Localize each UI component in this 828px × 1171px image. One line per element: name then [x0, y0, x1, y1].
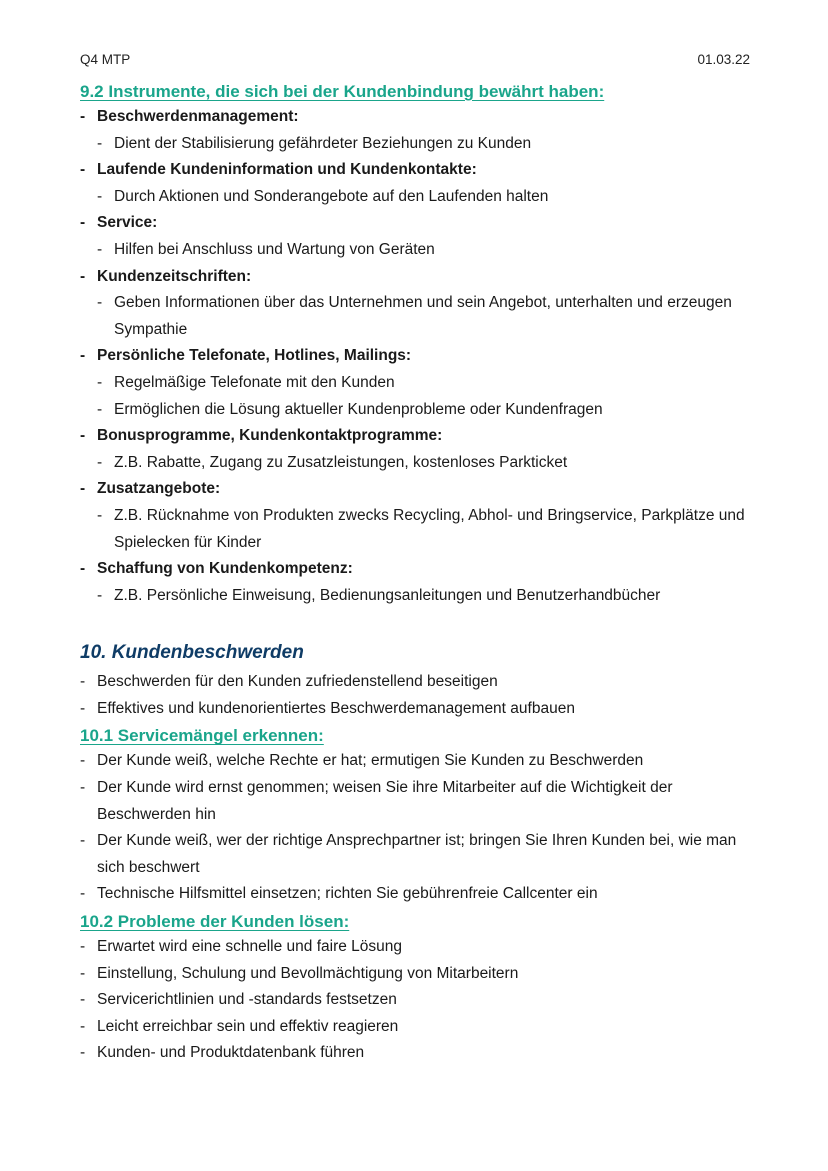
service-defect-item-text: Technische Hilfsmittel einsetzen; richten Sie gebührenfreie Callcenter ein	[97, 885, 598, 903]
section-10-2-heading: 10.2 Probleme der Kunden lösen:	[80, 912, 350, 932]
problem-solving-item	[80, 934, 760, 961]
problem-solving-item	[80, 987, 760, 1014]
bullet-dash: -	[80, 964, 86, 982]
instrument-label: Bonusprogramme, Kundenkontaktprogramme:	[97, 427, 443, 445]
bullet-dash: -	[80, 214, 86, 232]
complaint-item	[80, 669, 760, 696]
section-10-1-list	[80, 748, 760, 908]
bullet-dash: -	[80, 560, 86, 578]
problem-solving-item	[80, 1014, 760, 1041]
bullet-dash: -	[80, 938, 86, 956]
bullet-dash: -	[80, 832, 86, 850]
instrument-sublist	[97, 450, 760, 477]
instrument-sublist	[97, 583, 760, 610]
bullet-dash: -	[97, 187, 103, 205]
header-left-title: Q4 MTP	[80, 52, 131, 67]
bullet-dash: -	[80, 267, 86, 285]
bullet-dash: -	[80, 347, 86, 365]
section-9-2-list	[80, 104, 760, 609]
instrument-label: Service:	[97, 214, 158, 232]
complaint-item-text: Effektives und kundenorientiertes Beschwerdemanagement aufbauen	[97, 699, 575, 717]
instrument-sublist	[97, 131, 760, 158]
bullet-dash: -	[80, 480, 86, 498]
instrument-label: Kundenzeitschriften:	[97, 267, 252, 285]
instrument-subitem-text: Z.B. Rücknahme von Produkten zwecks Recycling, Abhol- und Bringservice, Parkplätze und Spielecken für Kinder	[114, 506, 745, 551]
instrument-subitem	[97, 290, 760, 343]
service-defect-item	[80, 775, 760, 828]
instrument-item	[80, 476, 760, 556]
problem-solving-item-text: Servicerichtlinien und -standards festsetzen	[97, 991, 397, 1009]
header-date: 01.03.22	[697, 52, 750, 67]
instrument-sublist	[97, 184, 760, 211]
service-defect-item	[80, 881, 760, 908]
problem-solving-item-text: Einstellung, Schulung und Bevollmächtigung von Mitarbeitern	[97, 964, 519, 982]
bullet-dash: -	[80, 427, 86, 445]
instrument-item	[80, 264, 760, 344]
instrument-item	[80, 210, 760, 263]
instrument-subitem	[97, 131, 760, 158]
complaint-item	[80, 696, 760, 723]
bullet-dash: -	[97, 506, 103, 524]
instrument-subitem	[97, 450, 760, 477]
problem-solving-item	[80, 961, 760, 988]
bullet-dash: -	[80, 161, 86, 179]
instrument-subitem	[97, 583, 760, 610]
problem-solving-item-text: Leicht erreichbar sein und effektiv reagieren	[97, 1017, 399, 1035]
instrument-label: Schaffung von Kundenkompetenz:	[97, 560, 353, 578]
instrument-label: Persönliche Telefonate, Hotlines, Mailings:	[97, 347, 412, 365]
service-defect-item-text: Der Kunde weiß, wer der richtige Ansprechpartner ist; bringen Sie Ihren Kunden bei, wie man sich beschwert	[97, 832, 737, 876]
instrument-subitem-text: Geben Informationen über das Unternehmen und sein Angebot, unterhalten und erzeugen Sympathie	[114, 294, 732, 338]
instrument-label: Beschwerdenmanagement:	[97, 108, 299, 125]
instrument-label: Zusatzangebote:	[97, 480, 221, 498]
problem-solving-item	[80, 1040, 760, 1067]
instrument-item	[80, 343, 760, 423]
bullet-dash: -	[80, 1044, 86, 1062]
section-10-1-heading: 10.1 Servicemängel erkennen:	[80, 726, 324, 746]
service-defect-item-text: Der Kunde weiß, welche Rechte er hat; ermutigen Sie Kunden zu Beschwerden	[97, 752, 644, 770]
instrument-subitem-text: Durch Aktionen und Sonderangebote auf den Laufenden halten	[114, 187, 549, 205]
section-10-2-list	[80, 934, 760, 1067]
section-10-list	[80, 669, 760, 722]
instrument-subitem	[97, 237, 760, 264]
instrument-subitem	[97, 370, 760, 397]
instrument-item	[80, 423, 760, 476]
service-defect-item	[80, 748, 760, 775]
bullet-dash: -	[80, 699, 86, 717]
bullet-dash: -	[97, 134, 103, 152]
instrument-subitem-text: Ermöglichen die Lösung aktueller Kundenprobleme oder Kundenfragen	[114, 400, 603, 418]
instrument-subitem-text: Hilfen bei Anschluss und Wartung von Geräten	[114, 240, 435, 258]
instrument-item	[80, 157, 760, 210]
bullet-dash: -	[97, 373, 103, 391]
instrument-item	[80, 104, 760, 157]
instrument-subitem	[97, 503, 760, 556]
service-defect-item-text: Der Kunde wird ernst genommen; weisen Sie ihre Mitarbeiter auf die Wichtigkeit der Beschwerden hin	[97, 779, 673, 823]
instrument-subitem-text: Regelmäßige Telefonate mit den Kunden	[114, 373, 395, 391]
bullet-dash: -	[97, 240, 103, 258]
bullet-dash: -	[97, 400, 103, 418]
bullet-dash: -	[80, 108, 86, 125]
bullet-dash: -	[80, 991, 86, 1009]
bullet-dash: -	[80, 779, 86, 797]
bullet-dash: -	[97, 586, 103, 604]
instrument-subitem-text: Z.B. Rabatte, Zugang zu Zusatzleistungen, kostenloses Parkticket	[114, 453, 568, 471]
section-10-heading: 10. Kundenbeschwerden	[80, 642, 304, 664]
instrument-sublist	[97, 503, 760, 556]
instrument-subitem	[97, 397, 760, 424]
instrument-sublist	[97, 237, 760, 264]
bullet-dash: -	[80, 885, 86, 903]
service-defect-item	[80, 828, 760, 881]
bullet-dash: -	[80, 673, 86, 691]
problem-solving-item-text: Kunden- und Produktdatenbank führen	[97, 1044, 365, 1062]
instrument-subitem	[97, 184, 760, 211]
complaint-item-text: Beschwerden für den Kunden zufriedenstellend beseitigen	[97, 673, 498, 691]
problem-solving-item-text: Erwartet wird eine schnelle und faire Lösung	[97, 938, 403, 956]
instrument-sublist	[97, 290, 760, 343]
bullet-dash: -	[80, 1017, 86, 1035]
bullet-dash: -	[97, 453, 103, 471]
instrument-sublist	[97, 370, 760, 423]
section-9-2-heading: 9.2 Instrumente, die sich bei der Kundenbindung bewährt haben:	[80, 82, 605, 101]
instrument-item	[80, 556, 760, 609]
bullet-dash: -	[80, 752, 86, 770]
document-body	[80, 80, 760, 1067]
instrument-subitem-text: Z.B. Persönliche Einweisung, Bedienungsanleitungen und Benutzerhandbücher	[114, 586, 661, 604]
instrument-label: Laufende Kundeninformation und Kundenkontakte:	[97, 161, 477, 179]
instrument-subitem-text: Dient der Stabilisierung gefährdeter Beziehungen zu Kunden	[114, 134, 532, 152]
bullet-dash: -	[97, 294, 103, 312]
